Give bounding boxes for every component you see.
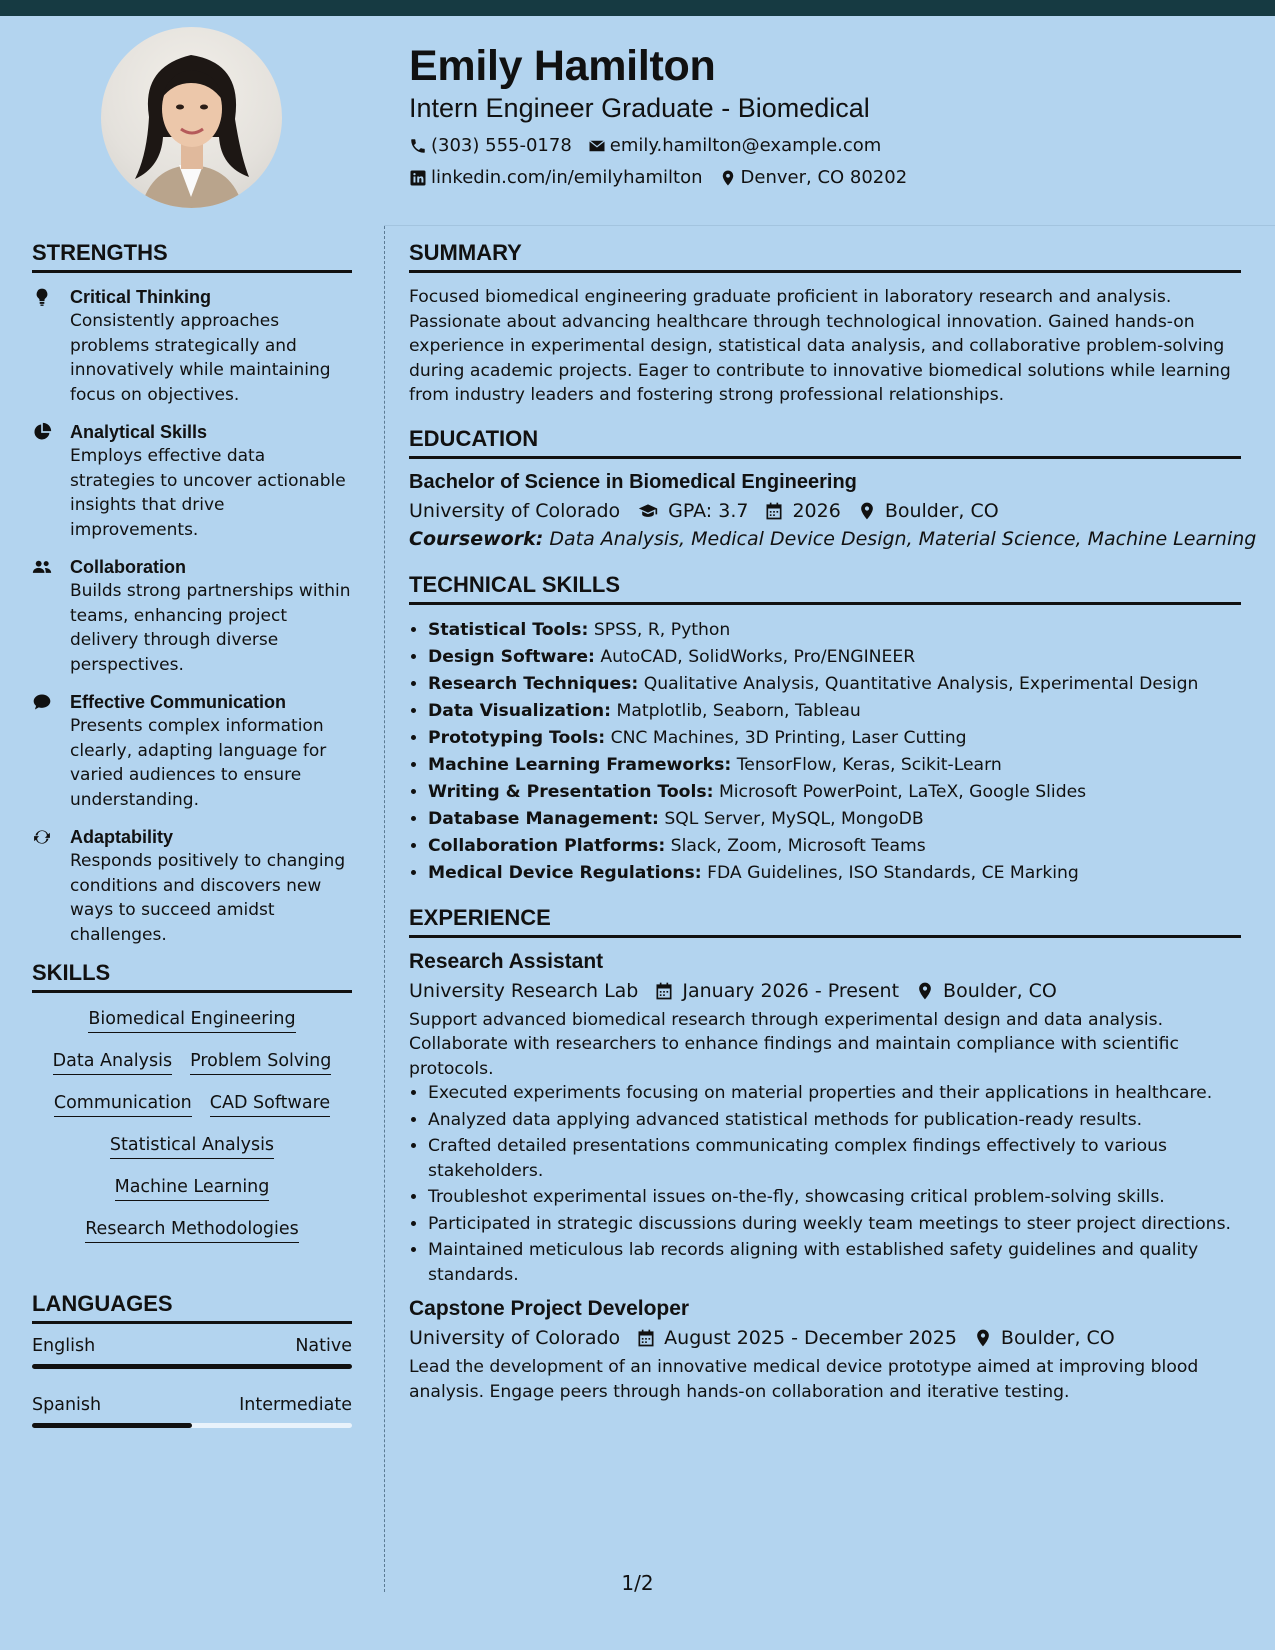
school-location: Boulder, CO	[884, 499, 999, 522]
language-bar	[32, 1364, 352, 1369]
strength-desc: Presents complex information clearly, adapting language for varied audiences to ensure understanding.	[70, 716, 327, 810]
email-address: emily.hamilton@example.com	[609, 135, 882, 156]
profile-photo	[101, 27, 282, 208]
map-pin-icon	[857, 501, 877, 521]
language-level: Intermediate	[239, 1395, 352, 1415]
job-location: Boulder, CO	[943, 979, 1057, 1002]
strength-desc: Builds strong partnerships within teams, enhancing project delivery through diverse perspectives.	[70, 581, 351, 675]
location-text: Denver, CO 80202	[740, 167, 908, 188]
strength-item	[32, 690, 352, 812]
list-item: • Troubleshot experimental issues on-the-fly, showcasing critical problem-solving skills.	[428, 1185, 1241, 1210]
school-name: University of Colorado	[409, 499, 621, 522]
tech-skill-value: FDA Guidelines, ISO Standards, CE Marking	[707, 862, 1079, 883]
tech-skill-label: Prototyping Tools:	[428, 727, 606, 748]
lightbulb-icon	[32, 287, 52, 307]
education-heading: EDUCATION	[409, 426, 1241, 459]
strength-title: Adaptability	[70, 827, 174, 847]
gpa-value: GPA: 3.7	[668, 499, 749, 522]
list-item	[428, 860, 1241, 887]
tech-skill-label: Collaboration Platforms:	[428, 835, 666, 856]
job-location: Boulder, CO	[1000, 1327, 1115, 1349]
tech-skill-value: SPSS, R, Python	[593, 619, 731, 640]
strength-item	[32, 285, 352, 407]
strength-item	[32, 420, 352, 542]
list-item	[428, 617, 1241, 644]
tech-skill-value: TensorFlow, Keras, Scikit-Learn	[736, 754, 1002, 775]
job-entry	[409, 1297, 1241, 1404]
list-item	[428, 779, 1241, 806]
graduation-year: 2026	[792, 499, 841, 522]
tech-skill-value: AutoCAD, SolidWorks, Pro/ENGINEER	[600, 646, 916, 667]
email-contact[interactable]	[588, 135, 882, 156]
skill-tag: CAD Software	[210, 1093, 330, 1117]
tech-skill-label: Database Management:	[428, 808, 659, 829]
pie-chart-icon	[32, 422, 52, 442]
degree-title: Bachelor of Science in Biomedical Engineering	[409, 470, 857, 493]
coursework-label: Coursework:	[409, 527, 544, 550]
calendar-icon	[654, 981, 674, 1001]
skill-tag: Research Methodologies	[85, 1219, 299, 1243]
right-column	[409, 240, 1257, 1404]
skills-heading: SKILLS	[32, 960, 352, 993]
skill-tag: Biomedical Engineering	[88, 1009, 295, 1033]
skill-tag: Problem Solving	[190, 1051, 331, 1075]
list-item	[428, 806, 1241, 833]
languages-heading: LANGUAGES	[32, 1291, 352, 1324]
skill-tag: Statistical Analysis	[110, 1135, 274, 1159]
list-item	[428, 752, 1241, 779]
tech-skill-label: Medical Device Regulations:	[428, 862, 702, 883]
tech-skill-value: Matplotlib, Seaborn, Tableau	[616, 700, 861, 721]
language-bar-fill	[32, 1364, 352, 1369]
language-bar-fill	[32, 1423, 192, 1428]
job-meta	[409, 980, 1241, 1002]
strength-desc: Consistently approaches problems strategically and innovatively while maintaining focus on objectives.	[70, 311, 331, 405]
job-title: Research Assistant	[409, 949, 604, 973]
linkedin-contact[interactable]	[409, 167, 703, 188]
envelope-icon	[588, 137, 606, 155]
skills-list	[32, 1005, 352, 1261]
graduation-cap-icon	[636, 501, 660, 521]
job-org: University of Colorado	[409, 1327, 621, 1349]
calendar-icon	[636, 1328, 656, 1348]
strengths-heading: STRENGTHS	[32, 240, 352, 273]
strength-title: Critical Thinking	[70, 287, 212, 307]
location-contact	[719, 167, 908, 188]
skill-tag: Machine Learning	[115, 1177, 270, 1201]
skill-tag: Communication	[54, 1093, 192, 1117]
list-item: • Maintained meticulous lab records aligning with established safety guidelines and quality standards.	[428, 1238, 1241, 1287]
map-pin-icon	[973, 1328, 993, 1348]
header-separator	[384, 225, 1275, 226]
tech-skill-label: Writing & Presentation Tools:	[428, 781, 714, 802]
job-entry	[409, 950, 1241, 1288]
strength-item	[32, 555, 352, 677]
tech-skill-label: Design Software:	[428, 646, 595, 667]
language-name: Spanish	[32, 1395, 102, 1415]
language-level: Native	[295, 1336, 352, 1356]
education-meta	[409, 500, 1241, 522]
comment-icon	[32, 692, 52, 712]
strength-desc: Responds positively to changing conditions and discovers new ways to succeed amidst challenges.	[70, 851, 346, 945]
list-item	[428, 833, 1241, 860]
job-description: Lead the development of an innovative medical device prototype aimed at improving blood analysis. Engage peers through hands-on collaboration and iterative testing.	[409, 1357, 1199, 1402]
technical-skills-list	[409, 617, 1241, 887]
technical-skills-heading: TECHNICAL SKILLS	[409, 572, 1241, 605]
language-bar	[32, 1423, 352, 1428]
job-bullets	[409, 1081, 1241, 1287]
strength-title: Collaboration	[70, 557, 186, 577]
strength-title: Effective Communication	[70, 692, 287, 712]
list-item: • Analyzed data applying advanced statistical methods for publication-ready results.	[428, 1108, 1241, 1133]
list-item	[428, 671, 1241, 698]
top-accent-bar	[0, 0, 1275, 16]
skill-tag: Data Analysis	[53, 1051, 172, 1075]
job-dates: August 2025 - December 2025	[664, 1327, 957, 1349]
candidate-title: Intern Engineer Graduate - Biomedical	[409, 93, 870, 123]
list-item: • Crafted detailed presentations communicating complex findings effectively to various stakeholders.	[428, 1134, 1241, 1183]
contact-row-1	[409, 135, 897, 156]
list-item	[428, 644, 1241, 671]
job-title: Capstone Project Developer	[409, 1297, 690, 1320]
list-item: • Executed experiments focusing on material properties and their applications in healthcare.	[428, 1081, 1241, 1106]
users-icon	[32, 557, 52, 577]
tech-skill-value: Slack, Zoom, Microsoft Teams	[670, 835, 926, 856]
language-item	[32, 1336, 352, 1369]
contact-row-2	[409, 167, 923, 188]
language-item	[32, 1395, 352, 1428]
list-item: • Participated in strategic discussions during weekly team meetings to steer project directions.	[428, 1212, 1241, 1237]
map-pin-icon	[719, 169, 737, 187]
page-number: 1/2	[621, 1571, 654, 1595]
calendar-icon	[764, 501, 784, 521]
job-description: Support advanced biomedical research through experimental design and data analysis. Collaborate with researchers to enhance findings and maintain compliance with scientific protocols.	[409, 1009, 1179, 1079]
strength-item	[32, 825, 352, 947]
phone-number: (303) 555-0178	[431, 135, 572, 156]
map-pin-icon	[915, 981, 935, 1001]
column-divider	[384, 226, 385, 1592]
job-dates: January 2026 - Present	[682, 979, 900, 1002]
job-org: University Research Lab	[409, 979, 639, 1002]
sync-icon	[32, 827, 52, 847]
tech-skill-label: Data Visualization:	[428, 700, 612, 721]
job-meta	[409, 1327, 1241, 1349]
tech-skill-value: CNC Machines, 3D Printing, Laser Cutting	[610, 727, 967, 748]
summary-heading: SUMMARY	[409, 240, 1241, 273]
list-item	[428, 698, 1241, 725]
tech-skill-value: Qualitative Analysis, Quantitative Analysis, Experimental Design	[643, 673, 1199, 694]
language-name: English	[32, 1336, 96, 1356]
candidate-name: Emily Hamilton	[409, 42, 716, 90]
linkedin-url: linkedin.com/in/emilyhamilton	[431, 167, 703, 188]
strength-desc: Employs effective data strategies to uncover actionable insights that drive improvements.	[70, 446, 346, 540]
strength-title: Analytical Skills	[70, 422, 208, 442]
linkedin-icon	[409, 169, 427, 187]
tech-skill-value: SQL Server, MySQL, MongoDB	[664, 808, 924, 829]
coursework-list: Data Analysis, Medical Device Design, Material Science, Machine Learning	[549, 527, 1257, 550]
left-column	[32, 240, 352, 1454]
tech-skill-label: Statistical Tools:	[428, 619, 589, 640]
phone-icon	[409, 137, 427, 155]
experience-heading: EXPERIENCE	[409, 905, 1241, 938]
tech-skill-label: Research Techniques:	[428, 673, 639, 694]
summary-text: Focused biomedical engineering graduate proficient in laboratory research and analysis. Passionate about advancing healthcare through technological innovation. Gained hands-on experience in experimental design, statistical data analysis, and collaborative problem-solving during academic projects. Eager to contribute to innovative biomedical solutions while learning from industry leaders and fostering strong professional relationships.	[409, 287, 1231, 405]
tech-skill-value: Microsoft PowerPoint, LaTeX, Google Slides	[718, 781, 1087, 802]
list-item	[428, 725, 1241, 752]
tech-skill-label: Machine Learning Frameworks:	[428, 754, 732, 775]
coursework	[409, 527, 1257, 550]
phone-contact[interactable]	[409, 135, 572, 156]
